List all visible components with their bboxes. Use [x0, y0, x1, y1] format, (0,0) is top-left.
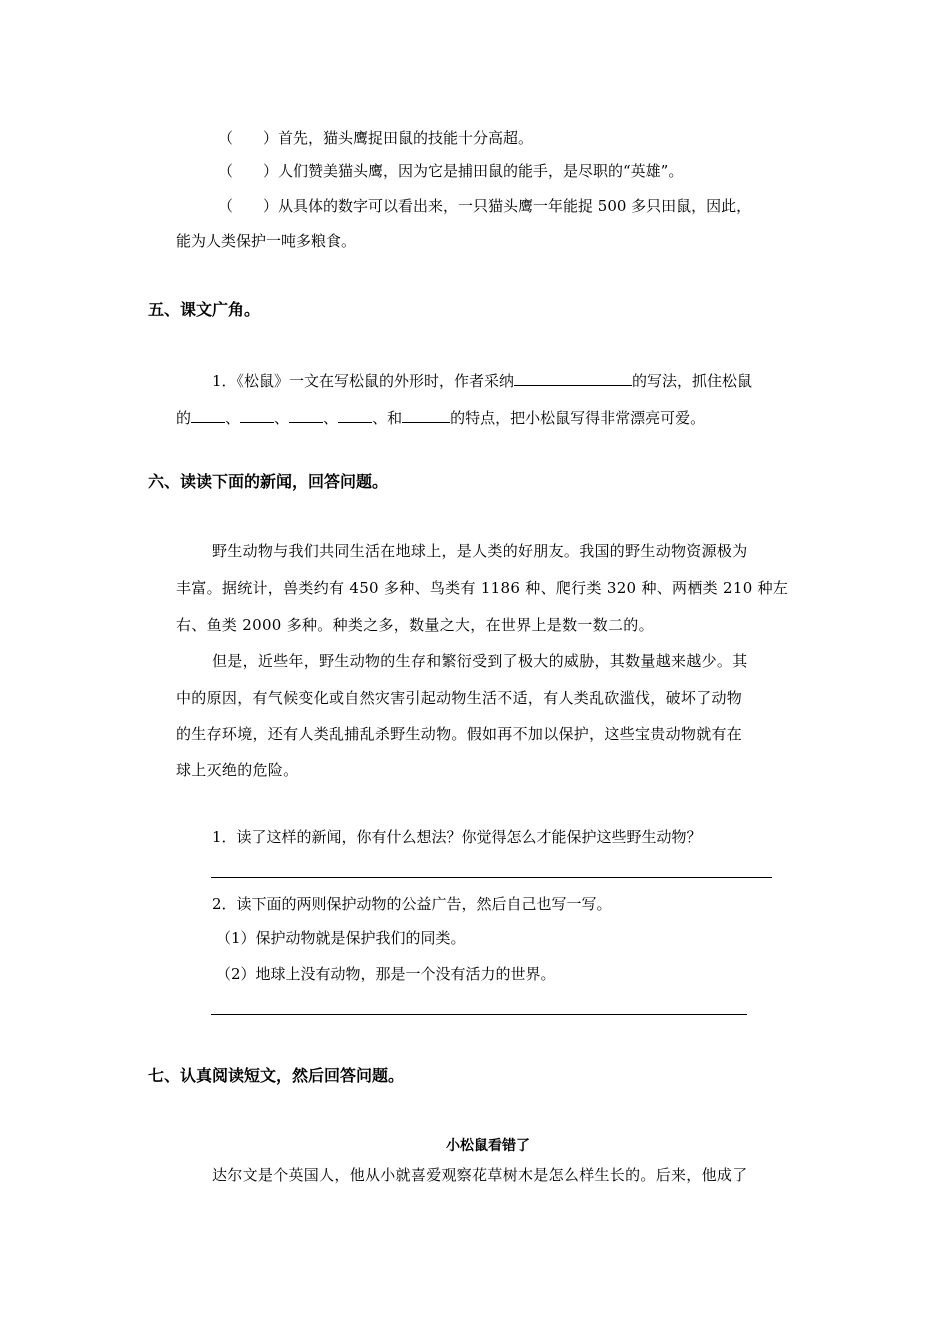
answer-blank-feature-5[interactable] [402, 406, 450, 423]
separator: 、 [323, 409, 339, 427]
story-p1-line-1: 达尔文是个英国人，他从小就喜爱观察花草树木是怎么样生长的。后来，他成了 [212, 1166, 748, 1184]
q1-text-part-1: 1．《松鼠》一文在写松鼠的外形时，作者采纳 [212, 372, 515, 390]
news-p2-line-3: 的生存环境，还有人类乱捕乱杀野生动物。假如再不加以保护，这些宝贵动物就有在 [176, 725, 743, 743]
story-title: 小松鼠看错了 [446, 1138, 530, 1154]
ad-1: （1）保护动物就是保护我们的同类。 [216, 929, 466, 947]
section-7-heading: 七、认真阅读短文，然后回答问题。 [148, 1066, 405, 1085]
section-5-question-1-line-2 [176, 406, 705, 428]
separator: 、 [274, 409, 290, 427]
news-p2-line-1: 但是，近些年，野生动物的生存和繁衍受到了极大的威胁，其数量越来越少。其 [212, 652, 748, 670]
answer-line-1[interactable] [211, 877, 772, 878]
news-p1-line-3: 右、鱼类 2000 多种。种类之多，数量之大，在世界上是数一数二的。 [176, 616, 654, 634]
answer-blank-feature-3[interactable] [289, 406, 323, 423]
section-6-heading: 六、读读下面的新闻，回答问题。 [148, 472, 389, 491]
judge-item-3-line-2: 能为人类保护一吨多粮食。 [176, 232, 357, 250]
and-label: 、和 [372, 409, 403, 427]
news-p2-line-4: 球上灭绝的危险。 [176, 761, 299, 779]
answer-blank-feature-1[interactable] [191, 406, 225, 423]
answer-blank-feature-2[interactable] [240, 406, 274, 423]
section-5-heading: 五、课文广角。 [148, 300, 261, 319]
judge-item-1: （ ）首先，猫头鹰捉田鼠的技能十分高超。 [218, 129, 534, 147]
news-p2-line-2: 中的原因，有气候变化或自然灾害引起动物生活不适，有人类乱砍滥伐，破坏了动物 [176, 689, 743, 707]
section-6-question-2: 2．读下面的两则保护动物的公益广告，然后自己也写一写。 [212, 895, 612, 913]
q1-line2-end: 的特点，把小松鼠写得非常漂亮可爱。 [450, 409, 706, 427]
news-p1-line-1: 野生动物与我们共同生活在地球上，是人类的好朋友。我国的野生动物资源极为 [212, 542, 748, 560]
section-5-question-1-line-1 [212, 369, 752, 391]
answer-blank-method[interactable] [514, 369, 632, 386]
news-p1-line-2: 丰富。据统计，兽类约有 450 多种、鸟类有 1186 种、爬行类 320 种、两栖类 210 种左 [176, 579, 789, 597]
answer-line-2[interactable] [211, 1014, 747, 1015]
q1-text-part-2: 的写法，抓住松鼠 [632, 372, 753, 390]
separator: 、 [225, 409, 241, 427]
judge-item-2: （ ）人们赞美猫头鹰，因为它是捕田鼠的能手，是尽职的“英雄”。 [218, 162, 684, 180]
q1-line2-start: 的 [176, 409, 192, 427]
answer-blank-feature-4[interactable] [338, 406, 372, 423]
section-6-question-1: 1．读了这样的新闻，你有什么想法？你觉得怎么才能保护这些野生动物？ [212, 828, 702, 846]
judge-item-3-line-1: （ ）从具体的数字可以看出来，一只猫头鹰一年能捉 500 多只田鼠，因此， [218, 197, 752, 215]
ad-2: （2）地球上没有动物，那是一个没有活力的世界。 [216, 965, 556, 983]
